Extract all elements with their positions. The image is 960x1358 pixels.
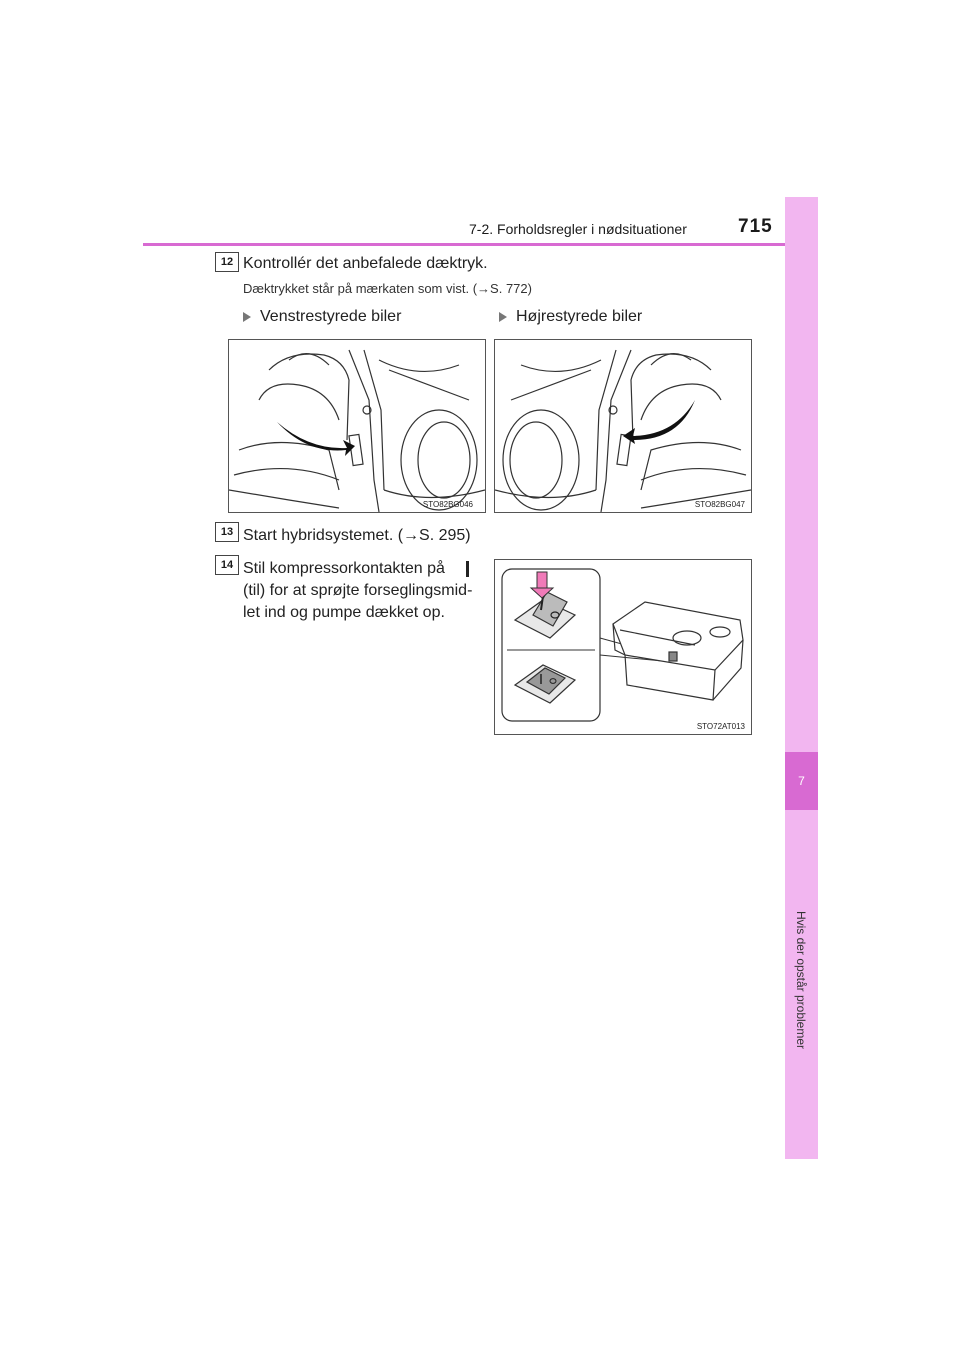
triangle-right-icon <box>243 312 251 322</box>
figure-code-compressor: STO72AT013 <box>696 722 745 731</box>
section-title: 7-2. Forholdsregler i nødsituationer <box>469 221 687 237</box>
chapter-title: Hvis der opstår problemer <box>794 910 808 1050</box>
step-badge-12: 12 <box>215 252 239 272</box>
step-badge-14: 14 <box>215 555 239 575</box>
switch-on-icon <box>466 561 469 577</box>
header-rule <box>143 243 818 246</box>
step-13-text: Start hybridsystemet. (→S. 295) <box>243 527 471 544</box>
compressor-illustration <box>494 559 752 735</box>
right-drive-label: Højrestyrede biler <box>499 308 642 326</box>
step-12-text: Kontrollér det anbefalede dæktryk. <box>243 255 488 272</box>
page-number: 715 <box>738 216 773 237</box>
step-14-text-line2: (til) for at sprøjte forseglingsmid- <box>243 582 473 599</box>
pointer-arrow <box>623 400 695 444</box>
right-drive-illustration <box>494 339 752 513</box>
figure-code-left: STO82BG046 <box>422 500 473 509</box>
figure-code-right: STO82BG047 <box>694 500 745 509</box>
compressor-drawing <box>495 560 751 734</box>
left-drive-illustration <box>228 339 486 513</box>
triangle-right-icon <box>499 312 507 322</box>
step-14-text-line3: let ind og pumpe dækket op. <box>243 604 445 621</box>
door-pillar-drawing <box>229 340 485 512</box>
chapter-number: 7 <box>785 752 818 810</box>
door-pillar-drawing <box>495 340 751 512</box>
compressor-unit <box>613 602 743 700</box>
left-drive-label: Venstrestyrede biler <box>243 308 401 326</box>
pointer-arrow <box>277 422 355 456</box>
step-14-text-line1: Stil kompressorkontakten på <box>243 560 445 577</box>
step-12-note: Dæktrykket står på mærkaten som vist. (→S. 772) <box>243 281 532 296</box>
step-badge-13: 13 <box>215 522 239 542</box>
